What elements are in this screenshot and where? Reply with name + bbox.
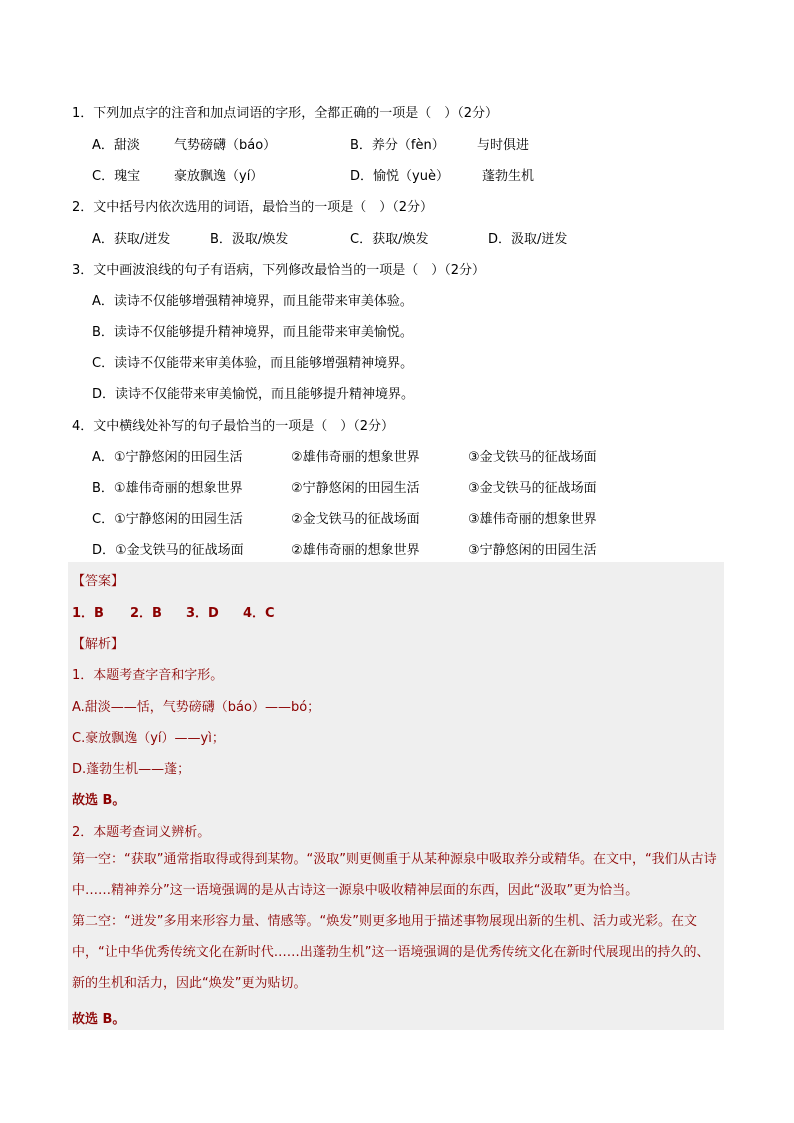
q2-option-b: B．汲取/焕发 <box>210 232 289 247</box>
q3-option-c: C．读诗不仅能带来审美体验，而且能够增强精神境界。 <box>92 356 414 371</box>
q4-option-d-2: ②雄伟奇丽的想象世界 <box>291 543 420 558</box>
answer-heading: 【答案】 <box>72 574 125 589</box>
q4-option-c-2: ②金戈铁马的征战场面 <box>291 512 420 527</box>
q3-option-b: B．读诗不仅能够提升精神境界，而且能带来审美愉悦。 <box>92 325 413 340</box>
question-2-stem: 2．文中括号内依次选用的词语，最恰当的一项是（ ）（2分） <box>72 200 434 215</box>
q4-option-d-1: D．①金戈铁马的征战场面 <box>92 543 244 558</box>
answer-item-2: 2．B <box>130 606 162 621</box>
q3-option-a: A．读诗不仅能够增强精神境界，而且能带来审美体验。 <box>92 294 413 309</box>
q4-option-a-1: A．①宁静悠闲的田园生活 <box>92 450 243 465</box>
analysis-q1-line-c: C.豪放飘逸（yí）——yì； <box>72 731 225 746</box>
q3-option-d: D．读诗不仅能带来审美愉悦，而且能够提升精神境界。 <box>92 387 415 402</box>
answer-item-3: 3．D <box>186 606 219 621</box>
q4-option-b-2: ②宁静悠闲的田园生活 <box>291 481 420 496</box>
question-4-stem: 4．文中横线处补写的句子最恰当的一项是（ ）（2分） <box>72 419 395 434</box>
q2-option-c: C．获取/焕发 <box>350 232 429 247</box>
q1-option-c-word2: 豪放飘逸（yí） <box>174 169 264 184</box>
analysis-heading: 【解析】 <box>72 637 125 652</box>
q4-option-c-1: C．①宁静悠闲的田园生活 <box>92 512 243 527</box>
analysis-q1-line-a: A.甜淡——恬，气势磅礴（báo）——bó； <box>72 700 321 715</box>
analysis-q2-title: 2．本题考查词义辨析。 <box>72 825 211 840</box>
q2-option-d: D．汲取/迸发 <box>488 232 568 247</box>
q4-option-a-3: ③金戈铁马的征战场面 <box>468 450 597 465</box>
q1-option-a-word2: 气势磅礴（báo） <box>174 138 277 153</box>
q4-option-d-3: ③宁静悠闲的田园生活 <box>468 543 597 558</box>
q1-option-d-word2: 蓬勃生机 <box>482 169 535 184</box>
q1-option-a: A．甜淡 <box>92 138 140 153</box>
analysis-q2-paragraph-1: 第一空：“获取”通常指取得或得到某物。“汲取”则更侧重于从某种源泉中吸取养分或精华。在文中，“我们从古诗中……精神养分”这一语境强调的是从古诗这一源泉中吸收精神层面的东西，因此“汲取”更为恰当。 <box>72 852 717 898</box>
question-1-stem: 1．下列加点字的注音和加点词语的字形，全都正确的一项是（ ）（2分） <box>72 106 499 121</box>
analysis-q2-paragraph-2: 第二空：“迸发”多用来形容力量、情感等。“焕发”则更多地用于描述事物展现出新的生机、活力或光彩。在文中，“让中华优秀传统文化在新时代……出蓬勃生机”这一语境强调的是优秀传统文化在新时代展现出的持久的、新的生机和活力，因此“焕发”更为贴切。 <box>72 914 710 991</box>
q1-option-b: B．养分（fèn） <box>350 138 445 153</box>
q4-option-c-3: ③雄伟奇丽的想象世界 <box>468 512 597 527</box>
q2-option-a: A．获取/迸发 <box>92 232 171 247</box>
q1-option-b-word2: 与时俱进 <box>477 138 530 153</box>
analysis-q1-conclusion: 故选 B。 <box>72 793 126 808</box>
q4-option-a-2: ②雄伟奇丽的想象世界 <box>291 450 420 465</box>
analysis-q2-conclusion: 故选 B。 <box>72 1012 126 1027</box>
analysis-q1-line-d: D.蓬勃生机——蓬； <box>72 762 191 777</box>
q1-option-c: C．瑰宝 <box>92 169 141 184</box>
question-3-stem: 3．文中画波浪线的句子有语病，下列修改最恰当的一项是（ ）（2分） <box>72 263 486 278</box>
q4-option-b-3: ③金戈铁马的征战场面 <box>468 481 597 496</box>
answer-item-4: 4．C <box>243 606 275 621</box>
answer-item-1: 1．B <box>72 606 104 621</box>
q4-option-b-1: B．①雄伟奇丽的想象世界 <box>92 481 243 496</box>
analysis-q1-title: 1．本题考查字音和字形。 <box>72 668 224 683</box>
q1-option-d: D．愉悦（yuè） <box>350 169 449 184</box>
